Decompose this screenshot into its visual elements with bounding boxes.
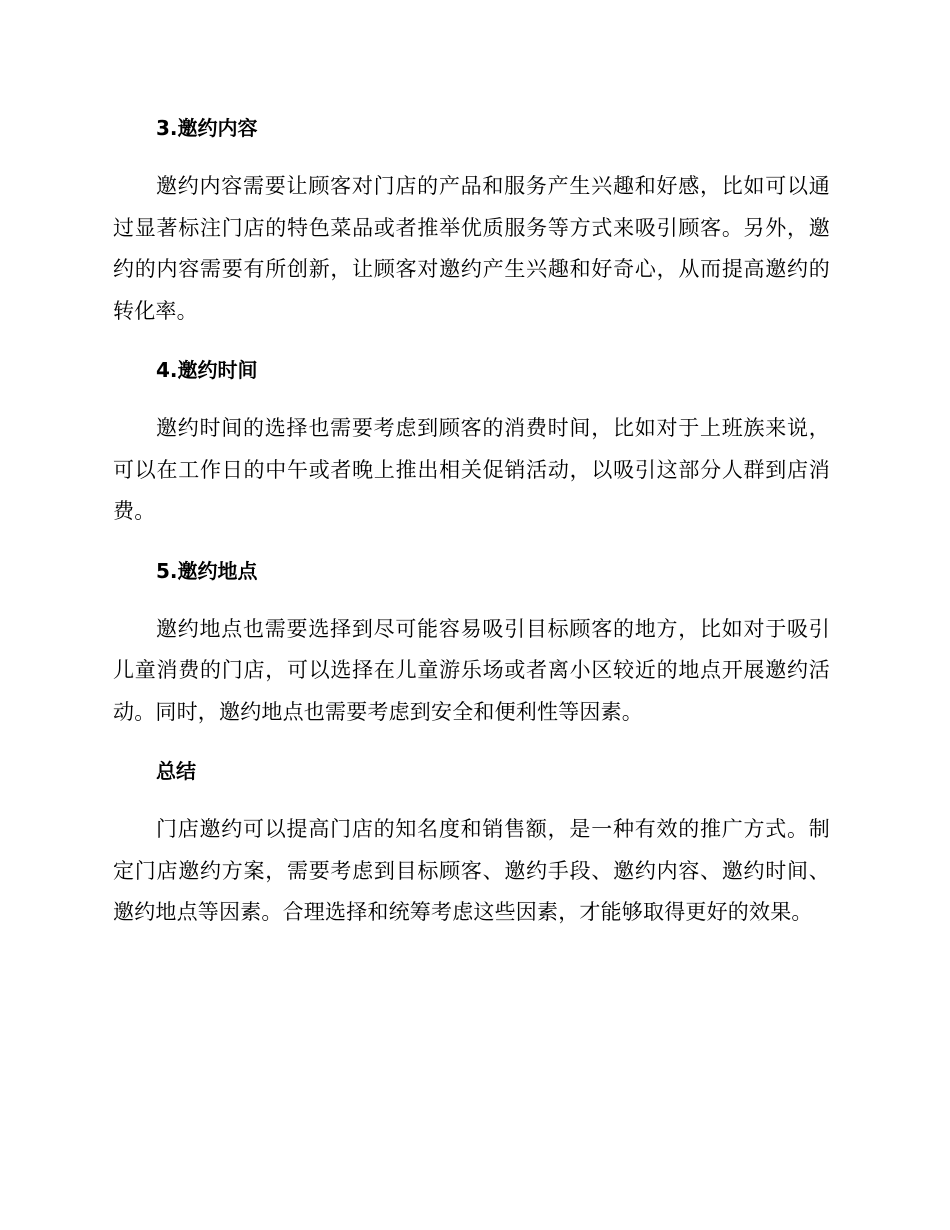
section-heading: 5.邀约地点 <box>156 558 258 583</box>
section-summary <box>113 753 830 934</box>
section-heading: 3.邀约内容 <box>156 116 258 140</box>
section-invitation-content <box>113 110 830 332</box>
section-heading: 总结 <box>156 759 196 783</box>
section-heading: 4.邀约时间 <box>156 358 258 382</box>
section-paragraph: 邀约地点也需要选择到尽可能容易吸引目标顾客的地方，比如对于吸引儿童消费的门店，可以选择在儿童游乐场或者离小区较近的地点开展邀约活动。同时，邀约地点也需要考虑到安全和便利性等因素。 <box>113 616 830 724</box>
section-invitation-location <box>113 553 830 734</box>
section-invitation-time <box>113 352 830 533</box>
section-paragraph: 邀约内容需要让顾客对门店的产品和服务产生兴趣和好感，比如可以通过显著标注门店的特色菜品或者推举优质服务等方式来吸引顾客。另外，邀约的内容需要有所创新，让顾客对邀约产生兴趣和好奇心，从而提高邀约的转化率。 <box>113 174 830 323</box>
section-paragraph: 邀约时间的选择也需要考虑到顾客的消费时间，比如对于上班族来说，可以在工作日的中午或者晚上推出相关促销活动，以吸引这部分人群到店消费。 <box>113 416 830 523</box>
section-paragraph: 门店邀约可以提高门店的知名度和销售额，是一种有效的推广方式。制定门店邀约方案，需要考虑到目标顾客、邀约手段、邀约内容、邀约时间、邀约地点等因素。合理选择和统筹考虑这些因素，才能够取得更好的效果。 <box>113 817 830 924</box>
